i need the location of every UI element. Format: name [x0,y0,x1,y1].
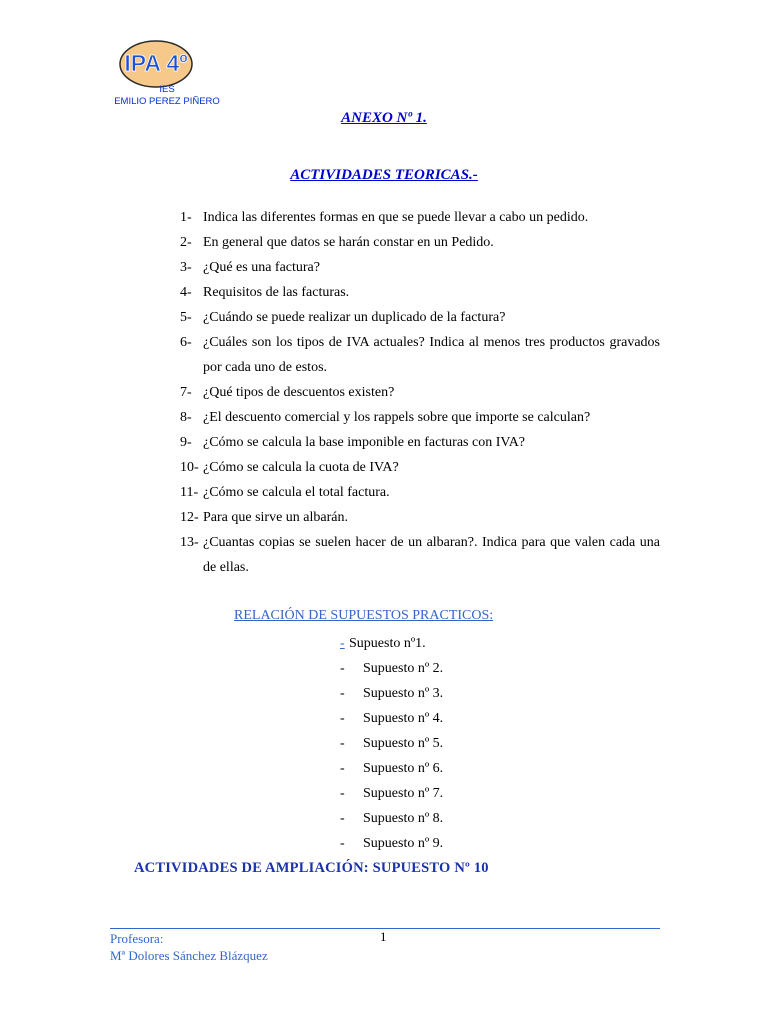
case-dash: - [340,686,345,701]
question-text: En general que datos se harán constar en un Pedido. [203,235,494,250]
case-item [340,831,443,856]
question-text: ¿Qué tipos de descuentos existen? [203,385,395,400]
case-text: Supuesto nº 4. [363,711,444,726]
question-text: Para que sirve un albarán. [203,510,348,525]
ampliacion-heading: ACTIVIDADES DE AMPLIACIÓN: SUPUESTO Nº 10 [134,860,489,876]
case-text: Supuesto nº 5. [363,736,444,751]
case-dash: - [340,836,345,851]
case-dash: - [340,661,345,676]
question-number: 6- [180,335,192,350]
question-item [180,530,660,580]
logo-text: IPA 4º [124,50,188,76]
school-line-ies: IES [159,84,175,95]
case-text: Supuesto nº 2. [363,661,444,676]
question-text: ¿Cómo se calcula la cuota de IVA? [203,460,399,475]
question-number: 5- [180,310,192,325]
question-number: 12- [180,510,199,525]
question-number: 7- [180,385,192,400]
questions-list [180,205,660,580]
question-number: 9- [180,435,192,450]
case-text: Supuesto nº 8. [363,811,444,826]
question-item [180,280,660,305]
question-text: ¿El descuento comercial y los rappels sobre que importe se calculan? [203,410,591,425]
case-item [340,706,443,731]
question-item [180,480,660,505]
question-item [180,305,660,330]
question-item [180,330,660,380]
case-text: Supuesto nº 3. [363,686,444,701]
case-item [340,756,443,781]
section-title: ACTIVIDADES TEORICAS.- [290,167,478,183]
question-number: 13- [180,535,199,550]
question-number: 8- [180,410,192,425]
question-text: Requisitos de las facturas. [203,285,350,300]
question-text: ¿Cuáles son los tipos de IVA actuales? Indica al menos tres productos gravados por cada uno de estos. [203,335,660,375]
footer-label: Profesora: [110,931,164,946]
question-number: 2- [180,235,192,250]
relation-title: RELACIÓN DE SUPUESTOS PRACTICOS: [234,608,494,623]
case-item [340,631,443,656]
question-item [180,380,660,405]
school-line-name: EMILIO PEREZ PIÑERO [114,96,220,107]
school-name [104,84,230,108]
case-text: Supuesto nº 9. [363,836,444,851]
case-item [340,781,443,806]
case-dash: - [340,811,345,826]
question-number: 1- [180,210,192,225]
case-dash: - [340,786,345,801]
question-item [180,255,660,280]
page-number: 1 [380,929,387,944]
case-text: Supuesto nº 6. [363,761,444,776]
case-text: Supuesto nº 7. [363,786,444,801]
question-text: ¿Cómo se calcula el total factura. [203,485,390,500]
question-text: Indica las diferentes formas en que se puede llevar a cabo un pedido. [203,210,589,225]
question-item [180,505,660,530]
question-number: 11- [180,485,199,500]
question-text: ¿Cuándo se puede realizar un duplicado de la factura? [203,310,506,325]
question-text: ¿Cuantas copias se suelen hacer de un albaran?. Indica para que valen cada una de ellas. [203,535,660,575]
case-dash: - [340,736,345,751]
question-text: ¿Cómo se calcula la base imponible en facturas con IVA? [203,435,526,450]
question-item [180,230,660,255]
case-item [340,681,443,706]
question-number: 3- [180,260,192,275]
question-text: ¿Qué es una factura? [203,260,320,275]
case-dash: - [340,636,345,651]
ipa-logo [118,38,194,88]
case-dash: - [340,761,345,776]
case-item [340,656,443,681]
cases-list [340,631,443,856]
question-number: 4- [180,285,192,300]
footer-teacher-name: Mª Dolores Sánchez Blázquez [110,948,268,963]
question-item [180,205,660,230]
question-item [180,455,660,480]
question-number: 10- [180,460,199,475]
case-item [340,806,443,831]
question-item [180,405,660,430]
case-text: Supuesto nº1. [349,636,426,651]
case-dash: - [340,711,345,726]
annex-title: ANEXO Nº 1. [341,110,427,126]
question-item [180,430,660,455]
case-item [340,731,443,756]
